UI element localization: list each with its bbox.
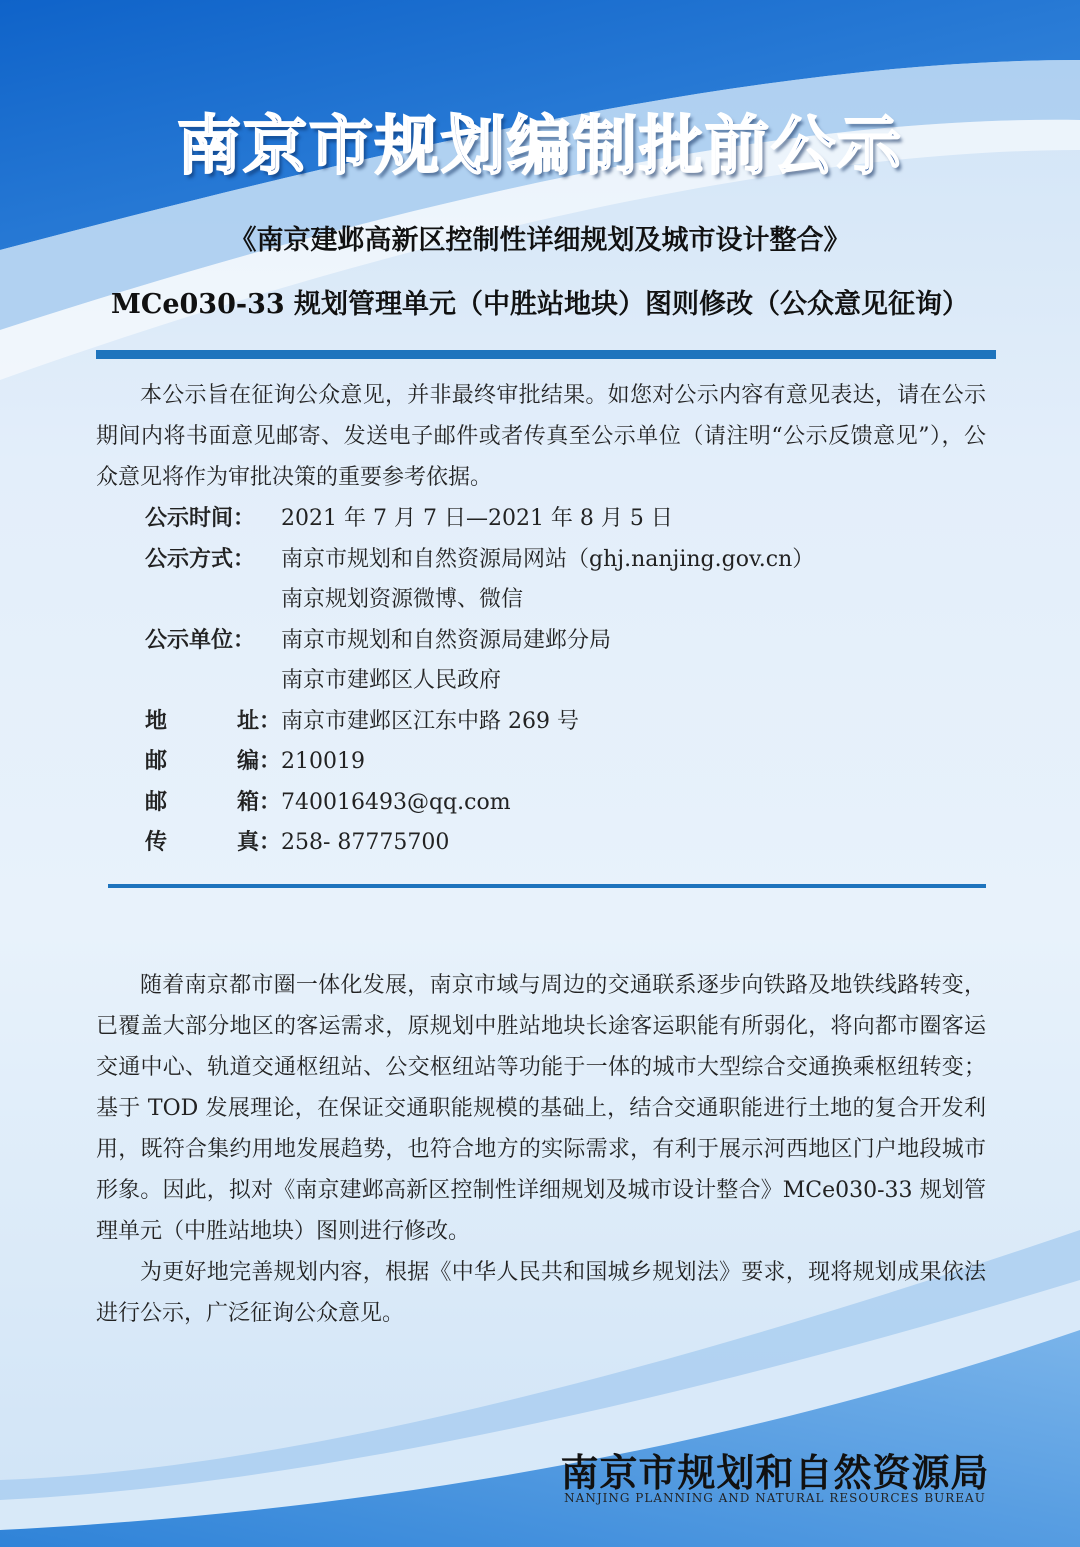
method-label: 公示方式：: [145, 546, 256, 572]
postcode-label-b: 编：: [236, 749, 281, 774]
footer-org-name: 南京市规划和自然资源局: [560, 1450, 990, 1495]
info-row-postcode: [145, 742, 995, 783]
body-paragraph-2: 为更好地完善规划内容，根据《中华人民共和国城乡规划法》要求，现将规划成果依法进行公示，广泛征询公众意见。: [96, 1260, 986, 1326]
email-value[interactable]: 740016493@qq.com: [281, 789, 511, 815]
unit-bureau: 南京市规划和自然资源局建邺分局: [281, 627, 612, 653]
fax-value: 258- 87775700: [281, 830, 450, 855]
page-title: 南京市规划编制批前公示: [177, 110, 903, 184]
time-value: 2021 年 7 月 7 日—2021 年 8 月 5 日: [281, 506, 673, 531]
fax-label: [145, 823, 281, 864]
info-row-address: [145, 702, 995, 743]
body-paragraph-1: 随着南京都市圈一体化发展，南京市域与周边的交通联系逐步向铁路及地铁线路转变，已覆盖大部分地区的客运需求，原规划中胜站地块长途客运职能有所弱化，将向都市圈客运交通中心、轨道交通枢纽站、公交枢纽站等功能于一体的城市大型综合交通换乘枢纽转变；基于 TOD 发展理论，在保证交通职能规模的基础上，结合交通职能进行土地的复合开发利用，既符合集约用地发展趋势，也符合地方的实际需求，有利于展示河西地区门户地段城市形象。因此，拟对《南京建邺高新区控制性详细规划及城市设计整合》MCe030-33 规划管理单元（中胜站地块）图则进行修改。: [96, 973, 986, 1244]
info-row-time: [145, 499, 995, 540]
unit-label: 公示单位：: [145, 627, 256, 653]
address-label: [145, 702, 281, 743]
email-label-a: 邮: [145, 789, 168, 815]
body-text: [96, 965, 986, 1334]
notice-info-block: [145, 499, 995, 864]
fax-label-a: 传: [145, 830, 168, 855]
info-row-unit: [145, 621, 995, 702]
footer-org-name-en: NANJING PLANNING AND NATURAL RESOURCES BUREAU: [564, 1491, 986, 1505]
address-value: 南京市建邺区江东中路 269 号: [281, 708, 579, 734]
plan-subtitle: MCe030-33 规划管理单元（中胜站地块）图则修改（公众意见征询）: [110, 289, 970, 320]
unit-government: 南京市建邺区人民政府: [281, 668, 502, 693]
intro-paragraph: 本公示旨在征询公众意见，并非最终审批结果。如您对公示内容有意见表达，请在公示期间内将书面意见邮寄、发送电子邮件或者传真至公示单位（请注明“公示反馈意见”），公众意见将作为审批决策的重要参考依据。: [96, 383, 986, 490]
method-social: 南京规划资源微博、微信: [281, 587, 524, 612]
time-label: 公示时间：: [145, 506, 256, 531]
unit-values: [281, 621, 995, 702]
postcode-label: [145, 742, 281, 783]
address-label-a: 地: [145, 708, 168, 734]
info-row-email: [145, 783, 995, 824]
info-row-fax: [145, 823, 995, 864]
address-label-b: 址：: [236, 708, 281, 734]
method-website: 南京市规划和自然资源局网站（ghj.nanjing.gov.cn）: [281, 546, 815, 572]
fax-label-b: 真：: [236, 830, 281, 855]
plan-name: 《南京建邺高新区控制性详细规划及城市设计整合》: [229, 225, 851, 256]
postcode-value: 210019: [281, 749, 365, 774]
email-label: [145, 783, 281, 824]
postcode-label-a: 邮: [145, 749, 168, 774]
top-divider: [96, 350, 996, 359]
middle-divider: [108, 884, 986, 888]
method-values: [281, 540, 995, 621]
info-row-method: [145, 540, 995, 621]
email-label-b: 箱：: [236, 789, 281, 815]
